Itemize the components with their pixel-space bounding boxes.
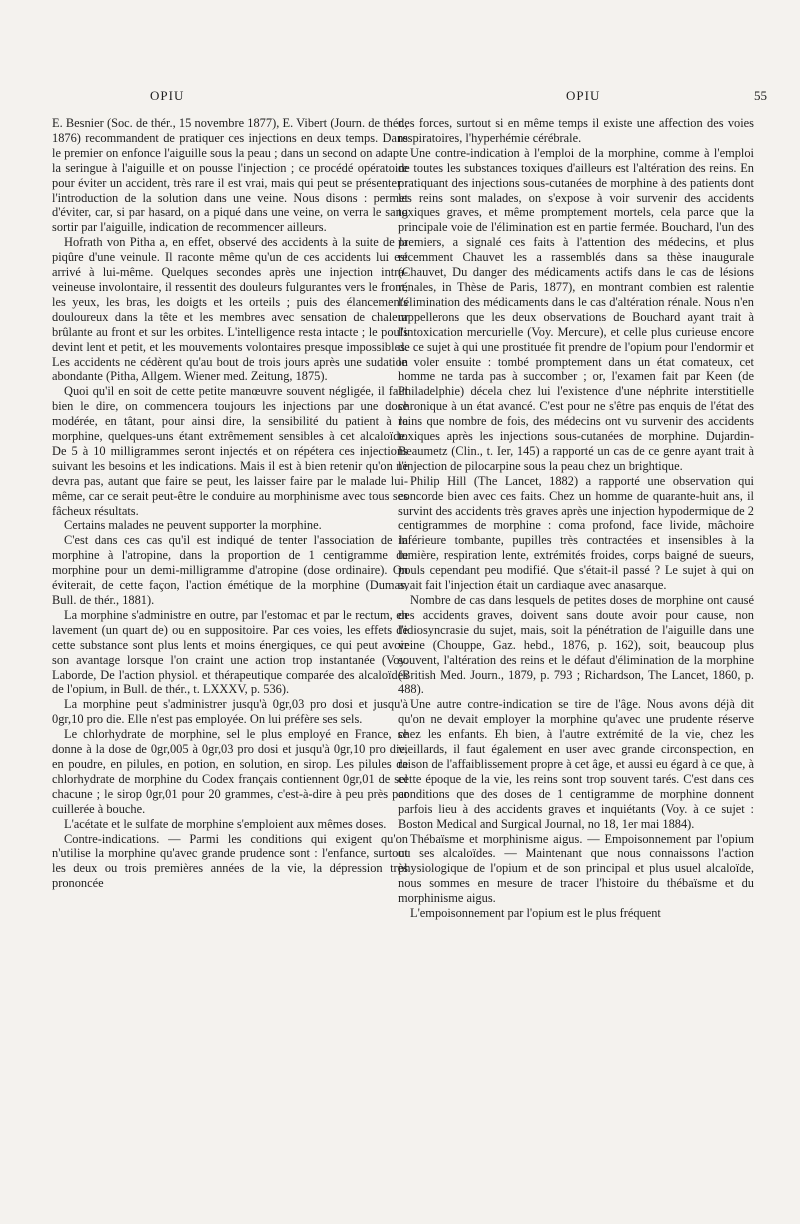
paragraph: La morphine peut s'administrer jusqu'à 0gr,03 pro dosi et jusqu'à 0gr,10 pro die. Elle n'est pas employée. On lui préfère ses sels. [52,697,408,727]
paragraph: Une autre contre-indication se tire de l'âge. Nous avons déjà dit qu'on ne devait employer la morphine qu'avec une prudente réserve chez les enfants. Eh bien, à l'autre extrémité de la vie, chez les vieillards, il faut également en user avec grande circonspection, en raison de l'affaiblissement propre à cet âge, et aussi eu égard à ce que, à cette époque de la vie, les reins sont trop souvent tarés. C'est dans ces conditions que des doses de 1 centigramme de morphine donnent parfois lieu à des accidents graves et inquiétants (Voy. à ce sujet : Boston Medical and Surgical Journal, no 18, 1er mai 1884). [398,697,754,831]
left-text-column [52,116,408,891]
paragraph: Thébaïsme et morphinisme aigus. — Empoisonnement par l'opium ou ses alcaloïdes. — Maintenant que nous connaissons l'action physiologique de l'opium et de son principal et plus usuel alcaloïde, nous sommes en mesure de tracer l'histoire du thébaïsme et du morphinisme aigus. [398,831,754,906]
running-header [0,88,800,108]
paragraph: Philip Hill (The Lancet, 1882) a rapporté une observation qui concorde bien avec ces faits. Chez un homme de quarante-huit ans, il survint des accidents très graves après une injection hypodermique de 2 centigrammes de morphine : coma profond, face livide, mâchoire inférieure tombante, pupilles très contractées et insensibles à la lumière, respiration lente, extrémités froides, corps baigné de sueurs, pouls cependant peu modifié. Que s'était-il passé ? Le sujet à qui on avait fait l'injection était un cardiaque avec anasarque. [398,473,754,593]
paragraph: L'acétate et le sulfate de morphine s'emploient aux mêmes doses. [64,816,387,831]
paragraph: Hofrath von Pitha a, en effet, observé des accidents à la suite de la piqûre d'une veinule. Il raconte même qu'un de ces accidents lui est arrivé à lui-même. Quelques secondes après une injection intra-veineuse involontaire, il ressentit des douleurs fulgurantes vers le front, les yeux, les bras, les doigts et les orteils ; puis des élancements douloureux dans la tête et les membres avec sensation de chaleur brûlante au front et sur les orbites. L'intelligence resta intacte ; le pouls devint lent et petit, et les mouvements volontaires presque impossibles. Les accidents ne cédèrent qu'au bout de trois jours après une sudation abondante (Pitha, Allgem. Wiener med. Zeitung, 1875). [52,235,408,384]
paragraph: Contre-indications. — Parmi les conditions qui exigent qu'on n'utilise la morphine qu'avec grande prudence sont : l'enfance, surtout les deux ou trois premières années de la vie, la dépression très prononcée [52,831,408,891]
page-number: 55 [754,88,767,103]
paragraph: Le chlorhydrate de morphine, sel le plus employé en France, se donne à la dose de 0gr,005 à 0gr,03 pro dosi et jusqu'à 0gr,10 pro die, en poudre, en pilules, en potion, en solution, en sirop. Les pilules de chlorhydrate de morphine du Codex français contiennent 0gr,01 de sel chacune ; le sirop 0gr,01 pour 20 grammes, c'est-à-dire à peu près par cuillerée à bouche. [52,727,408,816]
paragraph: Une contre-indication à l'emploi de la morphine, comme à l'emploi de toutes les substances toxiques d'ailleurs est l'altération des reins. En pratiquant des injections sous-cutanées de morphine à des patients dont les reins sont malades, on s'expose à voir survenir des accidents toxiques graves, et même promptement mortels, cela parce que la principale voie de l'élimination est en partie fermée. Bouchard, l'un des premiers, a signalé ces faits à l'attention des médecins, et plus récemment Chauvet les a rassemblés dans sa thèse inaugurale (Chauvet, Du danger des médicaments actifs dans le cas de lésions rénales, in Thèse de Paris, 1877), en montrant combien est ralentie l'élimination des médicaments dans le cas d'altération rénale. Nous n'en rappellerons que les deux observations de Bouchard ayant trait à l'intoxication mercurielle (Voy. Mercure), et celle plus curieuse encore de ce sujet à qui une prostituée fit prendre de l'opium pour l'endormir et le voler ensuite : tombé promptement dans un état comateux, cet homme ne tarda pas à succomber ; or, l'examen fait par Keen (de Philadelphie) décela chez lui l'existence d'une néphrite interstitielle chronique à un état avancé. C'est pour ne s'être pas enquis de l'état des reins que nombre de fois, des médecins ont vu survenir des accidents toxiques après les injections sous-cutanées de morphine. Dujardin-Beaumetz (Clin., t. Ier, 145) a rapporté un cas de ce genre ayant trait à l'injection de pilocarpine sous la peau chez un brightique. [398,145,754,473]
right-text-column [398,116,754,921]
paragraph: L'empoisonnement par l'opium est le plus fréquent [410,906,661,921]
header-right-title: OPIU [566,88,601,103]
paragraph: E. Besnier (Soc. de thér., 15 novembre 1877), E. Vibert (Journ. de thér., 1876) recommandent de pratiquer ces injections en deux temps. Dans le premier on enfonce l'aiguille sous la peau ; dans un second on adapte la seringue à l'aiguille et on pousse l'injection ; ce procédé opératoire pour éviter un accident, très rare il est vrai, mais qui peut se présenter : l'introduction de la solution dans une veine. Nous disons : permet d'éviter, car, si par hasard, on a piqué dans une veine, on verra le sang sortir par l'aiguille, indication de recommencer ailleurs. [52,116,408,235]
paragraph: des forces, surtout si en même temps il existe une affection des voies respiratoires, l'hyperhémie cérébrale. [398,116,754,145]
paragraph: C'est dans ces cas qu'il est indiqué de tenter l'association de la morphine à l'atropine, dans la proportion de 1 centigramme de morphine pour un demi-milligramme d'atropine (dose ordinaire). On éviterait, de cette façon, l'action émétique de la morphine (Dumas, Bull. de thér., 1881). [52,533,408,607]
paragraph: Nombre de cas dans lesquels de petites doses de morphine ont causé des accidents graves, doivent sans doute avoir pour cause, non l'idiosyncrasie du sujet, mais, soit la pénétration de l'aiguille dans une veine (Chouppe, Gaz. hebd., 1876, p. 162), soit, beaucoup plus souvent, l'altération des reins et le défaut d'élimination de la morphine (British Med. Journ., 1879, p. 793 ; Richardson, The Lancet, 1860, p. 488). [398,593,754,697]
paragraph: Certains malades ne peuvent supporter la morphine. [64,518,322,533]
header-left-title: OPIU [150,88,185,103]
paragraph: La morphine s'administre en outre, par l'estomac et par le rectum, en lavement (un quart de) ou en suppositoire. Par ces voies, les effets de cette substance sont plus lents et moins énergiques, ce qui peut avoir son avantage lorsque l'on craint une action trop instantanée (Voy. Laborde, De l'action physiol. et thérapeutique comparée des alcaloïdes de l'opium, in Bull. de thér., t. LXXXV, p. 536). [52,607,408,697]
paragraph: Quoi qu'il en soit de cette petite manœuvre souvent négligée, il faut bien le dire, on commencera toujours les injections par une dose modérée, en tâtant, pour ainsi dire, la sensibilité du patient à la morphine, quelques-uns étant extrêmement sensibles à cet alcaloïde. De 5 à 10 milligrammes seront injectés et on répétera ces injections suivant les besoins et les indications. Mais il est à bien retenir qu'on ne devra pas, autant que faire se peut, les laisser faire par le malade lui-même, car ce serait peut-être le conduire au morphinisme avec tous ses fâcheux résultats. [52,384,408,518]
